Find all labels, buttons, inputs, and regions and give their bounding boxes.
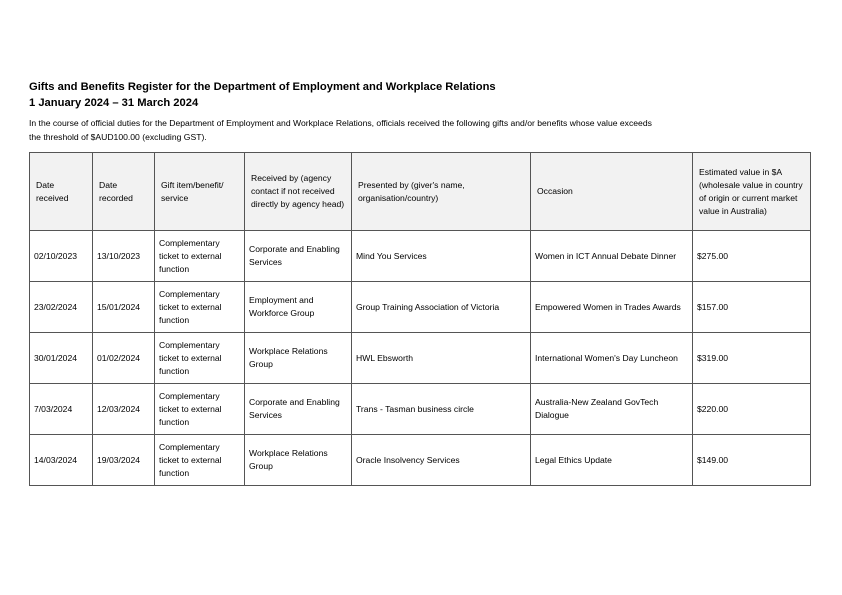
cell-gift-item: Complementary ticket to external function [155, 231, 245, 282]
table-header-row [30, 153, 811, 231]
table-row [30, 435, 811, 486]
cell-occasion: Women in ICT Annual Debate Dinner [531, 231, 693, 282]
cell-occasion: Australia-New Zealand GovTech Dialogue [531, 384, 693, 435]
cell-estimated-value: $220.00 [693, 384, 811, 435]
cell-occasion: Legal Ethics Update [531, 435, 693, 486]
cell-gift-item: Complementary ticket to external function [155, 333, 245, 384]
cell-date-recorded: 13/10/2023 [93, 231, 155, 282]
cell-gift-item: Complementary ticket to external function [155, 384, 245, 435]
cell-received-by: Corporate and Enabling Services [245, 384, 352, 435]
cell-date-recorded: 19/03/2024 [93, 435, 155, 486]
table-row [30, 384, 811, 435]
title-line-register: Gifts and Benefits Register for the Department of Employment and Workplace Relations [29, 81, 496, 93]
cell-occasion: Empowered Women in Trades Awards [531, 282, 693, 333]
cell-estimated-value: $275.00 [693, 231, 811, 282]
cell-date-recorded: 12/03/2024 [93, 384, 155, 435]
header-presented-by: Presented by (giver's name, organisation/country) [352, 153, 531, 231]
gifts-register-table [29, 152, 811, 486]
title-line-period: 1 January 2024 – 31 March 2024 [29, 97, 199, 109]
cell-estimated-value: $157.00 [693, 282, 811, 333]
cell-occasion: International Women's Day Luncheon [531, 333, 693, 384]
cell-presented-by: Oracle Insolvency Services [352, 435, 531, 486]
header-received-by: Received by (agency contact if not received directly by agency head) [245, 153, 352, 231]
document-title [29, 79, 496, 111]
cell-received-by: Employment and Workforce Group [245, 282, 352, 333]
cell-date-recorded: 15/01/2024 [93, 282, 155, 333]
cell-estimated-value: $149.00 [693, 435, 811, 486]
intro-paragraph [29, 116, 809, 144]
cell-received-by: Workplace Relations Group [245, 435, 352, 486]
intro-line-1: In the course of official duties for the Department of Employment and Workplace Relations, officials received the following gifts and/or benefits whose value exceeds [29, 118, 652, 128]
cell-date-received: 14/03/2024 [30, 435, 93, 486]
header-estimated-value: Estimated value in $A (wholesale value in country of origin or current market value in Australia) [693, 153, 811, 231]
table-row [30, 333, 811, 384]
table-row [30, 282, 811, 333]
cell-received-by: Corporate and Enabling Services [245, 231, 352, 282]
cell-presented-by: Mind You Services [352, 231, 531, 282]
cell-received-by: Workplace Relations Group [245, 333, 352, 384]
intro-line-2: the threshold of $AUD100.00 (excluding GST). [29, 132, 207, 142]
header-date-recorded: Date recorded [93, 153, 155, 231]
table-row [30, 231, 811, 282]
cell-date-received: 30/01/2024 [30, 333, 93, 384]
header-occasion: Occasion [531, 153, 693, 231]
cell-estimated-value: $319.00 [693, 333, 811, 384]
header-date-received: Date received [30, 153, 93, 231]
cell-date-recorded: 01/02/2024 [93, 333, 155, 384]
cell-gift-item: Complementary ticket to external function [155, 435, 245, 486]
cell-presented-by: HWL Ebsworth [352, 333, 531, 384]
cell-date-received: 02/10/2023 [30, 231, 93, 282]
cell-presented-by: Group Training Association of Victoria [352, 282, 531, 333]
cell-gift-item: Complementary ticket to external function [155, 282, 245, 333]
header-gift-item: Gift item/benefit/ service [155, 153, 245, 231]
cell-date-received: 7/03/2024 [30, 384, 93, 435]
cell-presented-by: Trans - Tasman business circle [352, 384, 531, 435]
cell-date-received: 23/02/2024 [30, 282, 93, 333]
